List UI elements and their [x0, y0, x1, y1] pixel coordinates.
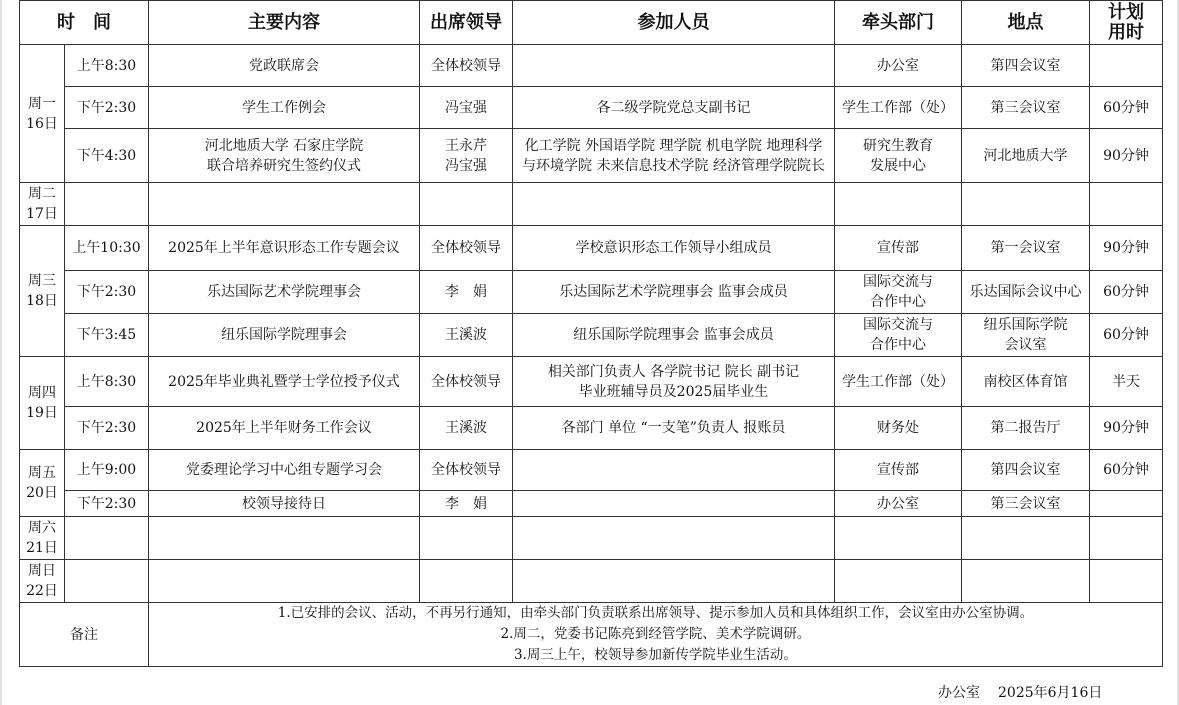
event-leader-line: 王溪波	[445, 420, 487, 436]
event-duration: 60分钟	[1090, 450, 1163, 491]
event-leader-line: 冯宝强	[445, 99, 487, 116]
event-dept-line: 办公室	[877, 57, 919, 74]
event-participants	[513, 450, 835, 491]
issuer-footer	[938, 682, 1102, 702]
event-participants	[513, 560, 835, 603]
day-label	[20, 226, 65, 357]
notes-line: 3.周三上午，校领导参加新传学院毕业生活动。	[514, 647, 797, 663]
event-content	[149, 407, 420, 450]
event-time: 上午8:30	[65, 357, 149, 407]
event-place	[962, 357, 1090, 407]
event-dept	[835, 357, 962, 407]
event-dept-line: 学生工作部（处）	[842, 99, 954, 116]
event-content-line: 2025年上半年意识形态工作专题会议	[168, 240, 400, 256]
day-label-line: 周日	[28, 563, 56, 579]
event-content	[149, 517, 420, 560]
event-leader	[420, 450, 513, 491]
event-time: 下午3:45	[65, 314, 149, 357]
notes-row	[20, 603, 1163, 667]
header-row	[20, 1, 1163, 45]
event-leader	[420, 560, 513, 603]
issue-date: 2025年6月16日	[998, 685, 1103, 701]
event-dept-line: 办公室	[877, 495, 919, 512]
event-dept-line: 宣传部	[877, 240, 919, 256]
event-content	[149, 491, 420, 517]
event-place-line: 第三会议室	[990, 495, 1061, 512]
event-duration: 60分钟	[1090, 314, 1163, 357]
event-dept	[835, 314, 962, 357]
day-label-line: 周六	[28, 520, 56, 536]
header-duration-line: 用时	[1108, 21, 1144, 43]
event-row	[20, 491, 1163, 517]
event-participants-line: 各二级学院党总支副书记	[596, 99, 751, 116]
day-label-line: 21日	[26, 540, 58, 556]
event-participants-line: 与环境学院 未来信息技术学院 经济管理学院院长	[522, 157, 825, 174]
event-content-line: 党委理论学习中心组专题学习会	[186, 462, 382, 478]
event-time: 上午8:30	[65, 45, 149, 87]
event-participants-line: 化工学院 外国语学院 理学院 机电学院 地理科学	[524, 137, 823, 154]
event-content-line: 学生工作例会	[242, 99, 326, 116]
event-duration: 60分钟	[1090, 271, 1163, 314]
event-leader-line: 冯宝强	[445, 157, 487, 174]
event-content-line: 2025年上半年财务工作会议	[196, 420, 372, 436]
event-duration	[1090, 560, 1163, 603]
notes-content	[149, 603, 1163, 667]
event-duration: 90分钟	[1090, 226, 1163, 271]
event-place-line: 第四会议室	[990, 462, 1061, 478]
day-label-line: 18日	[26, 293, 58, 309]
event-time: 下午2:30	[65, 407, 149, 450]
event-participants	[513, 357, 835, 407]
event-dept	[835, 560, 962, 603]
event-participants-line: 各部门 单位 “一支笔”负责人 报账员	[561, 420, 786, 436]
event-participants-line: 毕业班辅导员及2025届毕业生	[578, 383, 769, 400]
event-time: 下午2:30	[65, 491, 149, 517]
event-place	[962, 407, 1090, 450]
event-dept-line: 学生工作部（处）	[842, 373, 954, 390]
event-place	[962, 226, 1090, 271]
event-content-line: 校领导接待日	[242, 495, 326, 512]
event-participants	[513, 271, 835, 314]
event-time: 下午4:30	[65, 129, 149, 183]
header-leader: 出席领导	[420, 1, 513, 45]
event-content-line: 联合培养研究生签约仪式	[207, 157, 361, 174]
day-label-line: 周一	[28, 95, 56, 112]
left-edge-shadow	[0, 0, 2, 705]
header-place: 地点	[962, 1, 1090, 45]
event-participants	[513, 407, 835, 450]
header-duration	[1090, 1, 1163, 45]
event-leader	[420, 45, 513, 87]
event-place-line: 南校区体育馆	[983, 373, 1068, 390]
event-time	[65, 560, 149, 603]
event-place-line: 会议室	[1004, 337, 1047, 353]
event-place	[962, 45, 1090, 87]
event-participants-line: 纽乐国际学院理事会 监事会成员	[573, 327, 774, 343]
event-row	[20, 226, 1163, 271]
event-participants	[513, 226, 835, 271]
event-dept	[835, 407, 962, 450]
event-content	[149, 314, 420, 357]
day-label-line: 周五	[28, 465, 56, 481]
event-dept	[835, 87, 962, 129]
event-place-line: 第一会议室	[990, 240, 1061, 256]
event-row	[20, 314, 1163, 357]
event-leader-line: 全体校领导	[431, 373, 501, 390]
event-content	[149, 226, 420, 271]
event-leader	[420, 129, 513, 183]
event-place-line: 纽乐国际学院	[983, 317, 1068, 333]
event-time: 下午2:30	[65, 87, 149, 129]
event-time	[65, 183, 149, 226]
notes-line: 2.周二，党委书记陈亮到经管学院、美术学院调研。	[500, 626, 811, 642]
event-place	[962, 314, 1090, 357]
event-row	[20, 129, 1163, 183]
event-duration: 半天	[1090, 357, 1163, 407]
day-label-line: 16日	[26, 115, 58, 132]
notes-line: 1.已安排的会议、活动，不再另行通知，由牵头部门负责联系出席领导、提示参加人员和具体组织工作，会议室由办公室协调。	[277, 605, 1034, 621]
event-content	[149, 45, 420, 87]
day-label	[20, 450, 65, 517]
event-duration: 90分钟	[1090, 129, 1163, 183]
event-participants-line: 乐达国际艺术学院理事会 监事会成员	[559, 284, 788, 300]
event-duration	[1090, 491, 1163, 517]
event-dept	[835, 450, 962, 491]
event-dept-line: 合作中心	[870, 337, 926, 353]
event-dept-line: 合作中心	[870, 294, 926, 310]
event-participants	[513, 314, 835, 357]
event-content-line: 河北地质大学 石家庄学院	[204, 137, 364, 154]
event-row	[20, 87, 1163, 129]
event-content-line: 党政联席会	[249, 57, 319, 74]
day-label	[20, 517, 65, 560]
event-participants-line: 学校意识形态工作领导小组成员	[575, 240, 772, 256]
event-leader	[420, 183, 513, 226]
event-leader	[420, 491, 513, 517]
event-content	[149, 357, 420, 407]
day-label-line: 周四	[28, 385, 56, 401]
event-dept-line: 国际交流与	[863, 317, 933, 333]
event-leader	[420, 271, 513, 314]
event-leader	[420, 226, 513, 271]
weekly-schedule-table	[19, 0, 1163, 667]
issuer-office: 办公室	[938, 685, 980, 701]
event-content	[149, 87, 420, 129]
event-row	[20, 357, 1163, 407]
event-content	[149, 560, 420, 603]
event-row	[20, 183, 1163, 226]
event-duration: 60分钟	[1090, 87, 1163, 129]
event-place	[962, 271, 1090, 314]
event-participants	[513, 87, 835, 129]
event-participants-line: 相关部门负责人 各学院书记 院长 副书记	[547, 363, 800, 380]
event-content-line: 乐达国际艺术学院理事会	[207, 284, 361, 300]
event-content	[149, 183, 420, 226]
day-label	[20, 183, 65, 226]
event-time	[65, 517, 149, 560]
event-dept	[835, 491, 962, 517]
event-place-line: 第四会议室	[990, 57, 1061, 74]
event-place	[962, 183, 1090, 226]
event-leader-line: 李 娟	[445, 495, 487, 512]
event-dept-line: 国际交流与	[863, 274, 933, 290]
event-participants	[513, 491, 835, 517]
event-participants	[513, 45, 835, 87]
event-content	[149, 129, 420, 183]
event-leader	[420, 87, 513, 129]
event-leader-line: 全体校领导	[431, 57, 501, 74]
event-dept	[835, 183, 962, 226]
event-leader	[420, 407, 513, 450]
event-duration	[1090, 517, 1163, 560]
event-duration	[1090, 183, 1163, 226]
event-content	[149, 271, 420, 314]
event-leader-line: 王溪波	[445, 327, 487, 343]
event-place-line: 乐达国际会议中心	[969, 284, 1082, 300]
event-time: 上午9:00	[65, 450, 149, 491]
event-place	[962, 129, 1090, 183]
event-leader-line: 全体校领导	[431, 462, 501, 478]
event-dept-line: 宣传部	[877, 462, 919, 478]
header-duration-line: 计划	[1108, 1, 1144, 23]
event-leader-line: 李 娟	[445, 284, 487, 300]
event-place	[962, 517, 1090, 560]
header-dept: 牵头部门	[835, 1, 962, 45]
day-label	[20, 357, 65, 450]
day-label-line: 20日	[26, 485, 58, 501]
event-leader-line: 全体校领导	[431, 240, 501, 256]
event-dept	[835, 45, 962, 87]
event-dept-line: 发展中心	[870, 157, 926, 174]
event-place	[962, 560, 1090, 603]
event-row	[20, 45, 1163, 87]
day-label-line: 周三	[28, 273, 56, 289]
event-place	[962, 450, 1090, 491]
notes-label: 备注	[20, 603, 149, 667]
event-leader	[420, 357, 513, 407]
event-dept-line: 财务处	[877, 420, 919, 436]
event-content-line: 2025年毕业典礼暨学士学位授予仪式	[168, 373, 400, 390]
event-leader-line: 王永芹	[445, 137, 487, 154]
event-time: 下午2:30	[65, 271, 149, 314]
event-duration	[1090, 45, 1163, 87]
schedule-body	[20, 45, 1163, 603]
event-row	[20, 517, 1163, 560]
event-content	[149, 450, 420, 491]
header-participants: 参加人员	[513, 1, 835, 45]
event-time: 上午10:30	[65, 226, 149, 271]
event-leader	[420, 517, 513, 560]
event-duration: 90分钟	[1090, 407, 1163, 450]
event-dept	[835, 129, 962, 183]
event-place-line: 河北地质大学	[983, 147, 1068, 164]
event-participants	[513, 183, 835, 226]
header-content: 主要内容	[149, 1, 420, 45]
event-dept	[835, 517, 962, 560]
day-label	[20, 45, 65, 183]
event-dept	[835, 271, 962, 314]
event-place	[962, 491, 1090, 517]
day-label-line: 17日	[26, 206, 58, 222]
day-label-line: 19日	[26, 405, 58, 421]
event-content-line: 纽乐国际学院理事会	[221, 327, 347, 343]
event-row	[20, 271, 1163, 314]
event-row	[20, 560, 1163, 603]
event-dept	[835, 226, 962, 271]
event-dept-line: 研究生教育	[863, 137, 933, 154]
event-row	[20, 407, 1163, 450]
day-label	[20, 560, 65, 603]
event-place-line: 第三会议室	[990, 99, 1061, 116]
event-place-line: 第二报告厅	[990, 420, 1061, 436]
event-participants	[513, 517, 835, 560]
event-row	[20, 450, 1163, 491]
event-leader	[420, 314, 513, 357]
event-place	[962, 87, 1090, 129]
day-label-line: 22日	[26, 583, 58, 599]
header-time: 时 间	[20, 1, 149, 45]
event-participants	[513, 129, 835, 183]
day-label-line: 周二	[28, 186, 56, 202]
